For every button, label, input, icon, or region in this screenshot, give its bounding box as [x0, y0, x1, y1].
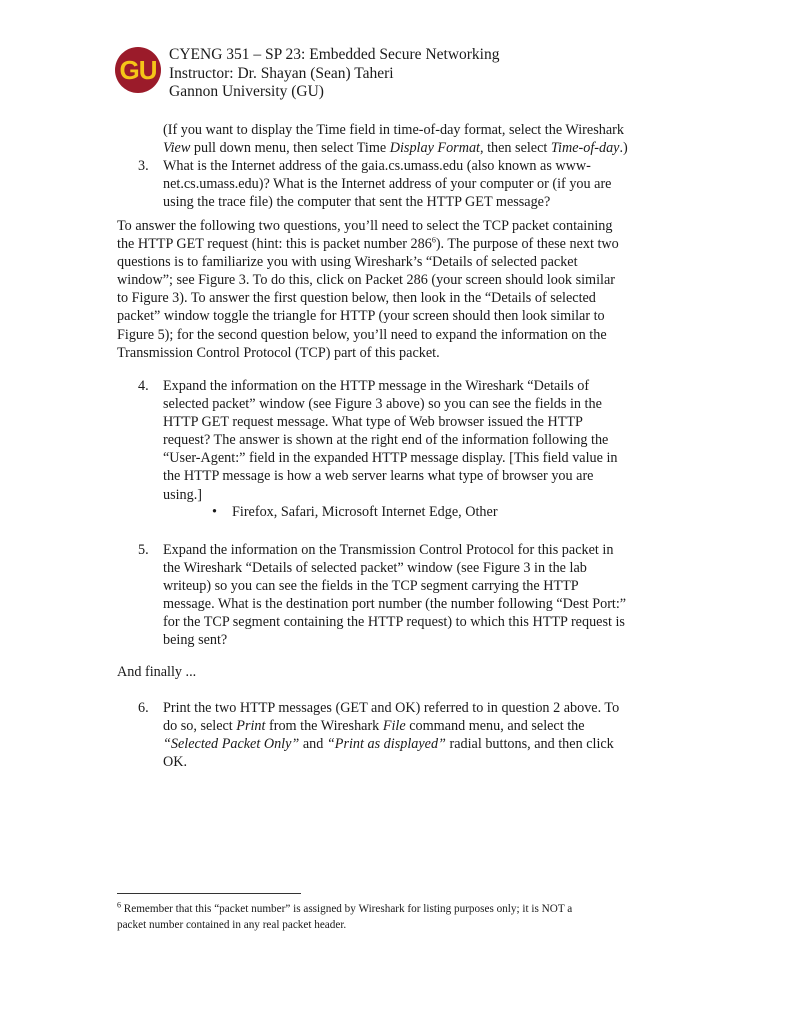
gannon-logo: GU	[115, 47, 161, 93]
question-line	[163, 735, 698, 753]
paragraph-line	[117, 235, 619, 253]
question-text: do so, select	[163, 718, 237, 735]
question-line: “User-Agent:” field in the expanded HTTP message display. [This field value in	[163, 450, 618, 467]
note-line	[163, 139, 628, 157]
question-text: command menu, and select the	[405, 718, 585, 735]
print-command-text: Print	[236, 718, 266, 735]
paragraph-line: questions is to familiarize you with using Wireshark’s “Details of selected packet	[117, 254, 578, 271]
question-text: radial buttons, and then click	[445, 736, 614, 753]
question-line: Expand the information on the HTTP message in the Wireshark “Details of	[163, 378, 590, 394]
browser-options-bullet	[212, 503, 498, 521]
question-line: using the trace file) the computer that sent the HTTP GET message?	[163, 194, 551, 211]
course-header	[169, 46, 499, 102]
paragraph-line: Transmission Control Protocol (TCP) part of this packet.	[117, 344, 440, 361]
question-line: Expand the information on the Transmission Control Protocol for this packet in	[163, 542, 614, 558]
question-text: and	[299, 736, 327, 753]
time-of-day-text: Time-of-day	[550, 140, 620, 157]
question-line: Print the two HTTP messages (GET and OK) referred to in question 2 above. To	[163, 700, 620, 716]
paragraph-line: window”; see Figure 3. To do this, click on Packet 286 (your screen should look similar	[117, 272, 615, 289]
question-number: 3.	[138, 158, 149, 174]
question-6	[138, 699, 698, 771]
instructor-line: Instructor: Dr. Shayan (Sean) Taheri	[169, 64, 394, 82]
question-number: 5.	[138, 542, 149, 558]
question-line: What is the Internet address of the gaia.cs.umass.edu (also known as www-	[163, 158, 591, 174]
footnote-number: 6	[117, 900, 121, 910]
question-line: using.]	[163, 486, 203, 503]
note-line: (If you want to display the Time field in time-of-day format, select the Wireshark	[163, 122, 624, 138]
footnote-line: packet number contained in any real packet header.	[117, 918, 347, 931]
question-line: writeup) so you can see the fields in the TCP segment carrying the HTTP	[163, 578, 579, 595]
question-line	[163, 717, 698, 735]
footnote	[117, 902, 572, 933]
question-line: HTTP GET request message. What type of Web browser issued the HTTP	[163, 414, 583, 431]
print-as-displayed-option-text: “Print as displayed”	[326, 736, 446, 753]
question-line: being sent?	[163, 632, 228, 649]
paragraph-text: the HTTP GET request (hint: this is packet number 286	[117, 236, 432, 253]
question-line: selected packet” window (see Figure 3 above) so you can see the fields in the	[163, 396, 602, 413]
footnote-ref[interactable]: 6	[431, 235, 436, 245]
view-menu-text: View	[163, 140, 191, 157]
footnote-divider	[117, 893, 301, 894]
paragraph-line: To answer the following two questions, you’ll need to select the TCP packet containing	[117, 218, 613, 234]
question-line: message. What is the destination port number (the number following “Dest Port:”	[163, 596, 627, 613]
selected-packet-option-text: “Selected Packet Only”	[163, 736, 300, 753]
paragraph-line: to Figure 3). To answer the first question below, then look in the “Details of selected	[117, 290, 596, 307]
bullet-text: Firefox, Safari, Microsoft Internet Edge, Other	[232, 504, 498, 520]
question-5	[138, 541, 698, 650]
question-3	[138, 157, 698, 211]
note-text: pull down menu, then select Time	[190, 140, 390, 157]
question-line: net.cs.umass.edu)? What is the Internet address of your computer or (if you are	[163, 176, 612, 193]
question-line: request? The answer is shown at the right end of the information following the	[163, 432, 609, 449]
university-line: Gannon University (GU)	[169, 83, 324, 100]
paragraph-line: Figure 5); for the second question below, you’ll need to expand the information on the	[117, 326, 607, 343]
course-title: CYENG 351 – SP 23: Embedded Secure Networking	[169, 46, 500, 63]
question-text: from the Wireshark	[265, 718, 383, 735]
display-format-text: Display Format	[389, 140, 480, 157]
question-line: for the TCP segment containing the HTTP request) to which this HTTP request is	[163, 614, 625, 631]
footnote-text: Remember that this “packet number” is assigned by Wireshark for listing purposes only; it is NOT a	[121, 903, 573, 915]
paragraph-text: ). The purpose of these next two	[435, 236, 619, 253]
time-format-note	[163, 121, 628, 157]
footnote-line	[117, 902, 572, 918]
question-line: the Wireshark “Details of selected packet” window (see Figure 3 in the lab	[163, 560, 587, 577]
note-text: , then select	[479, 140, 551, 157]
note-text: .)	[619, 140, 628, 157]
question-number: 6.	[138, 700, 149, 716]
paragraph-line: packet” window toggle the triangle for HTTP (your screen should then look similar to	[117, 308, 605, 325]
instruction-paragraph	[117, 217, 619, 362]
question-line: OK.	[163, 754, 188, 771]
question-line: the HTTP message is how a web server learns what type of browser you are	[163, 468, 594, 485]
question-4	[138, 377, 698, 504]
question-number: 4.	[138, 378, 149, 394]
file-menu-text: File	[382, 718, 406, 735]
bullet-dot-icon: •	[212, 504, 217, 520]
and-finally-text: And finally ...	[117, 664, 197, 680]
